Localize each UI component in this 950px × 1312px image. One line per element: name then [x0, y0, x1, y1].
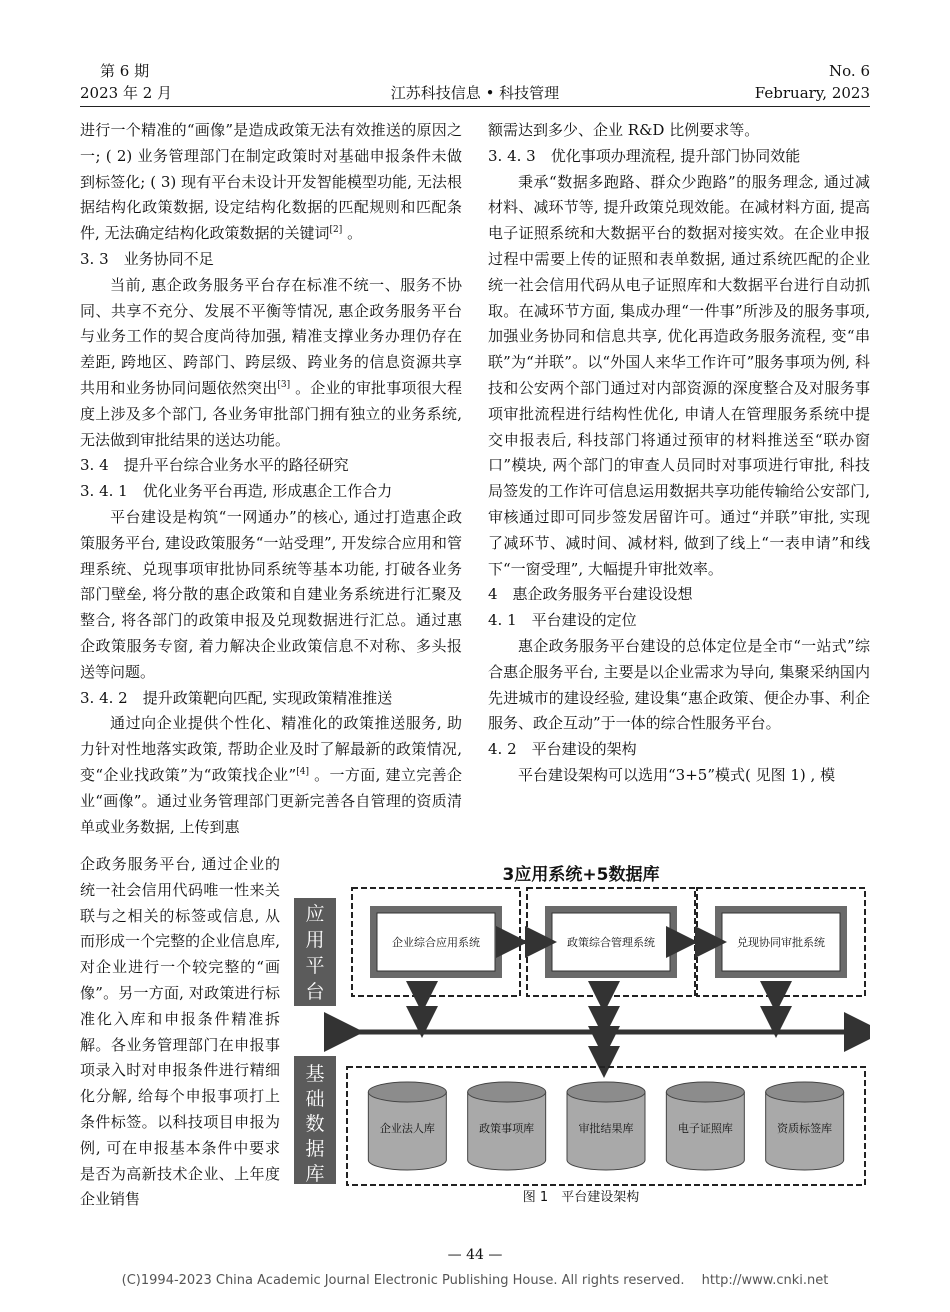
layer-char: 台 — [305, 981, 325, 1003]
layer-char: 平 — [305, 955, 325, 977]
system-label: 企业综合应用系统 — [392, 936, 480, 949]
database-label: 企业法人库 — [379, 1122, 435, 1135]
issue-number-cn: 第 6 期 — [100, 62, 150, 80]
database-cylinder — [666, 1082, 744, 1170]
database-label: 电子证照库 — [677, 1122, 733, 1135]
paragraph: 平台建设是构筑“一网通办”的核心, 通过打造惠企政策服务平台, 建设政策服务“一站受理”, 开发综合应用和管理系统、兑现事项审批协同系统等基本功能, 打破各业务部门壁垒, 将分散的惠企政策和自建业务系统进行汇聚及整合, 将各部门的政策申报及兑现数据进行汇总。通过惠企政策服务专窗, 着力解决企业政策信息不对称、多头报送等问题。 — [80, 507, 462, 681]
database-cylinder — [368, 1082, 446, 1170]
copyright-footer: (C)1994-2023 China Academic Journal Electronic Publishing House. All rights reserved. http://www.cnki.net — [121, 1273, 829, 1288]
paragraph: 惠企政务服务平台建设的总体定位是全市“一站式”综合惠企服务平台, 主要是以企业需求为导向, 集聚采纳国内先进城市的建设经验, 建设集“惠企政策、便企办事、利企服务、政企互动”于一体的综合性服务平台。 — [488, 636, 870, 733]
database-label: 审批结果库 — [578, 1122, 634, 1135]
base-layer-label — [305, 1063, 324, 1185]
database-cylinder — [766, 1082, 844, 1170]
wrapped-paragraph: 企政务服务平台, 通过企业的统一社会信用代码唯一性来关联与之相关的标签或信息, 从而形成一个完整的企业信息库, 对企业进行一个较完整的“画像”。另一方面, 对政策进行标准化入库和申报条件精准拆解。各业务管理部门在申报事项录入时对申报条件进行精细化分解, 给每个申报事项打上条件标签。以科技项目申报为例, 可在申报基本条件中要求是否为高新技术企业、上年度企业销售 — [80, 855, 280, 1209]
system-label: 兑现协同审批系统 — [737, 936, 825, 949]
citation: [3] — [277, 379, 291, 390]
left-column — [80, 118, 462, 840]
architecture-figure — [292, 860, 870, 1205]
paragraph: 通过向企业提供个性化、精准化的政策推送服务, 助力针对性地落实政策, 帮助企业及时了解最新的政策情况, 变“企业找政策”为“政策找企业”[4] 。一方面, 建立完善企业“画像”。通过业务管理部门更新完善各自管理的资质清单或业务数据, 上传到惠 — [80, 714, 462, 836]
paragraph: 秉承“数据多跑路、群众少跑路”的服务理念, 通过减材料、减环节等, 提升政策兑现效能。在减材料方面, 提高电子证照系统和大数据平台的数据对接实效。在企业申报过程中需要上传的证照和表单数据, 通过系统匹配的企业统一社会信用代码从电子证照库和大数据平台进行自动抓取。在减环节方面, 集成办理“一件事”所涉及的服务事项, 加强业务协同和信息共享, 优化再造政务服务流程, 变“串联”为“并联”。以“外国人来华工作许可”服务事项为例, 科技和公安两个部门通过对内部资源的深度整合及对服务事项审批流程进行结构性优化, 申请人在管理服务系统中提交申报表后, 科技部门将通过预审的材料推送至“联办窗口”模块, 两个部门的审查人员同时对事项进行审批, 科技局签发的工作许可信息运用数据共享功能传输给公安部门, 审核通过即可同步签发居留许可。通过“并联”审批, 实现了减环节、减时间、减材料, 做到了线上“一表申请”和线下“一窗受理”, 大幅提升审批效率。 — [488, 172, 870, 578]
section-heading-3-3: 3. 3 业务协同不足 — [80, 249, 214, 268]
layer-char: 基 — [305, 1063, 325, 1085]
layer-char: 数 — [305, 1113, 325, 1135]
database-label: 资质标签库 — [777, 1122, 833, 1135]
paragraph: 平台建设架构可以选用“3+5”模式( 见图 1) , 模 — [518, 765, 836, 784]
layer-char: 据 — [305, 1138, 325, 1160]
section-heading-4-2: 4. 2 平台建设的架构 — [488, 740, 637, 759]
journal-title: 江苏科技信息 • 科技管理 — [390, 84, 560, 102]
section-heading-3-4-2: 3. 4. 2 提升政策靶向匹配, 实现政策精准推送 — [80, 688, 393, 707]
section-heading-3-4-1: 3. 4. 1 优化业务平台再造, 形成惠企工作合力 — [80, 482, 393, 501]
issue-date-en: February, 2023 — [754, 84, 870, 102]
database-cylinder — [468, 1082, 546, 1170]
page-number: — 44 — — [447, 1247, 503, 1263]
figure-caption: 图 1 平台建设架构 — [522, 1190, 640, 1205]
paragraph: 额需达到多少、企业 R&D 比例要求等。 — [488, 121, 760, 139]
right-column — [488, 118, 870, 789]
paragraph: 当前, 惠企政务服务平台存在标准不统一、服务不协同、共享不充分、发展不平衡等情况, 惠企政务服务平台与业务工作的契合度尚待加强, 精准支撑业务办理仍存在差距, 跨地区、跨部门、跨层级、跨业务的信息资源共享共用和业务协同问题依然突出[3] 。企业的审批事项很大程度上涉及多个部门, 各业务审批部门拥有独立的业务系统, 无法做到审批结果的送达功能。 — [80, 275, 462, 449]
system-label: 政策综合管理系统 — [567, 936, 655, 949]
database-cylinder — [567, 1082, 645, 1170]
layer-char: 库 — [305, 1163, 325, 1185]
figure-title: 3应用系统+5数据库 — [502, 865, 660, 885]
section-heading-3-4: 3. 4 提升平台综合业务水平的路径研究 — [80, 456, 349, 475]
layer-char: 用 — [305, 929, 325, 951]
paragraph: 进行一个精准的“画像”是造成政策无法有效推送的原因之一; ( 2) 业务管理部门在制定政策时对基础申报条件未做到标签化; ( 3) 现有平台未设计开发智能模型功能, 无法根据结构化政策数据, 设定结构化数据的匹配规则和匹配条件, 无法确定结构化政策数据的关键词[2] 。 — [80, 121, 462, 243]
issue-date-cn: 2023 年 2 月 — [80, 84, 173, 102]
layer-char: 础 — [305, 1088, 325, 1110]
section-heading-3-4-3: 3. 4. 3 优化事项办理流程, 提升部门协同效能 — [488, 146, 801, 165]
database-label: 政策事项库 — [479, 1122, 535, 1135]
section-heading-4: 4 惠企政务服务平台建设设想 — [488, 585, 693, 604]
citation: [4] — [296, 766, 309, 777]
header-rule — [80, 106, 870, 107]
section-heading-4-1: 4. 1 平台建设的定位 — [488, 611, 637, 630]
citation: [2] — [329, 225, 343, 236]
architecture-diagram — [292, 880, 870, 1205]
issue-number-en: No. 6 — [829, 62, 870, 80]
layer-char: 应 — [305, 903, 325, 925]
